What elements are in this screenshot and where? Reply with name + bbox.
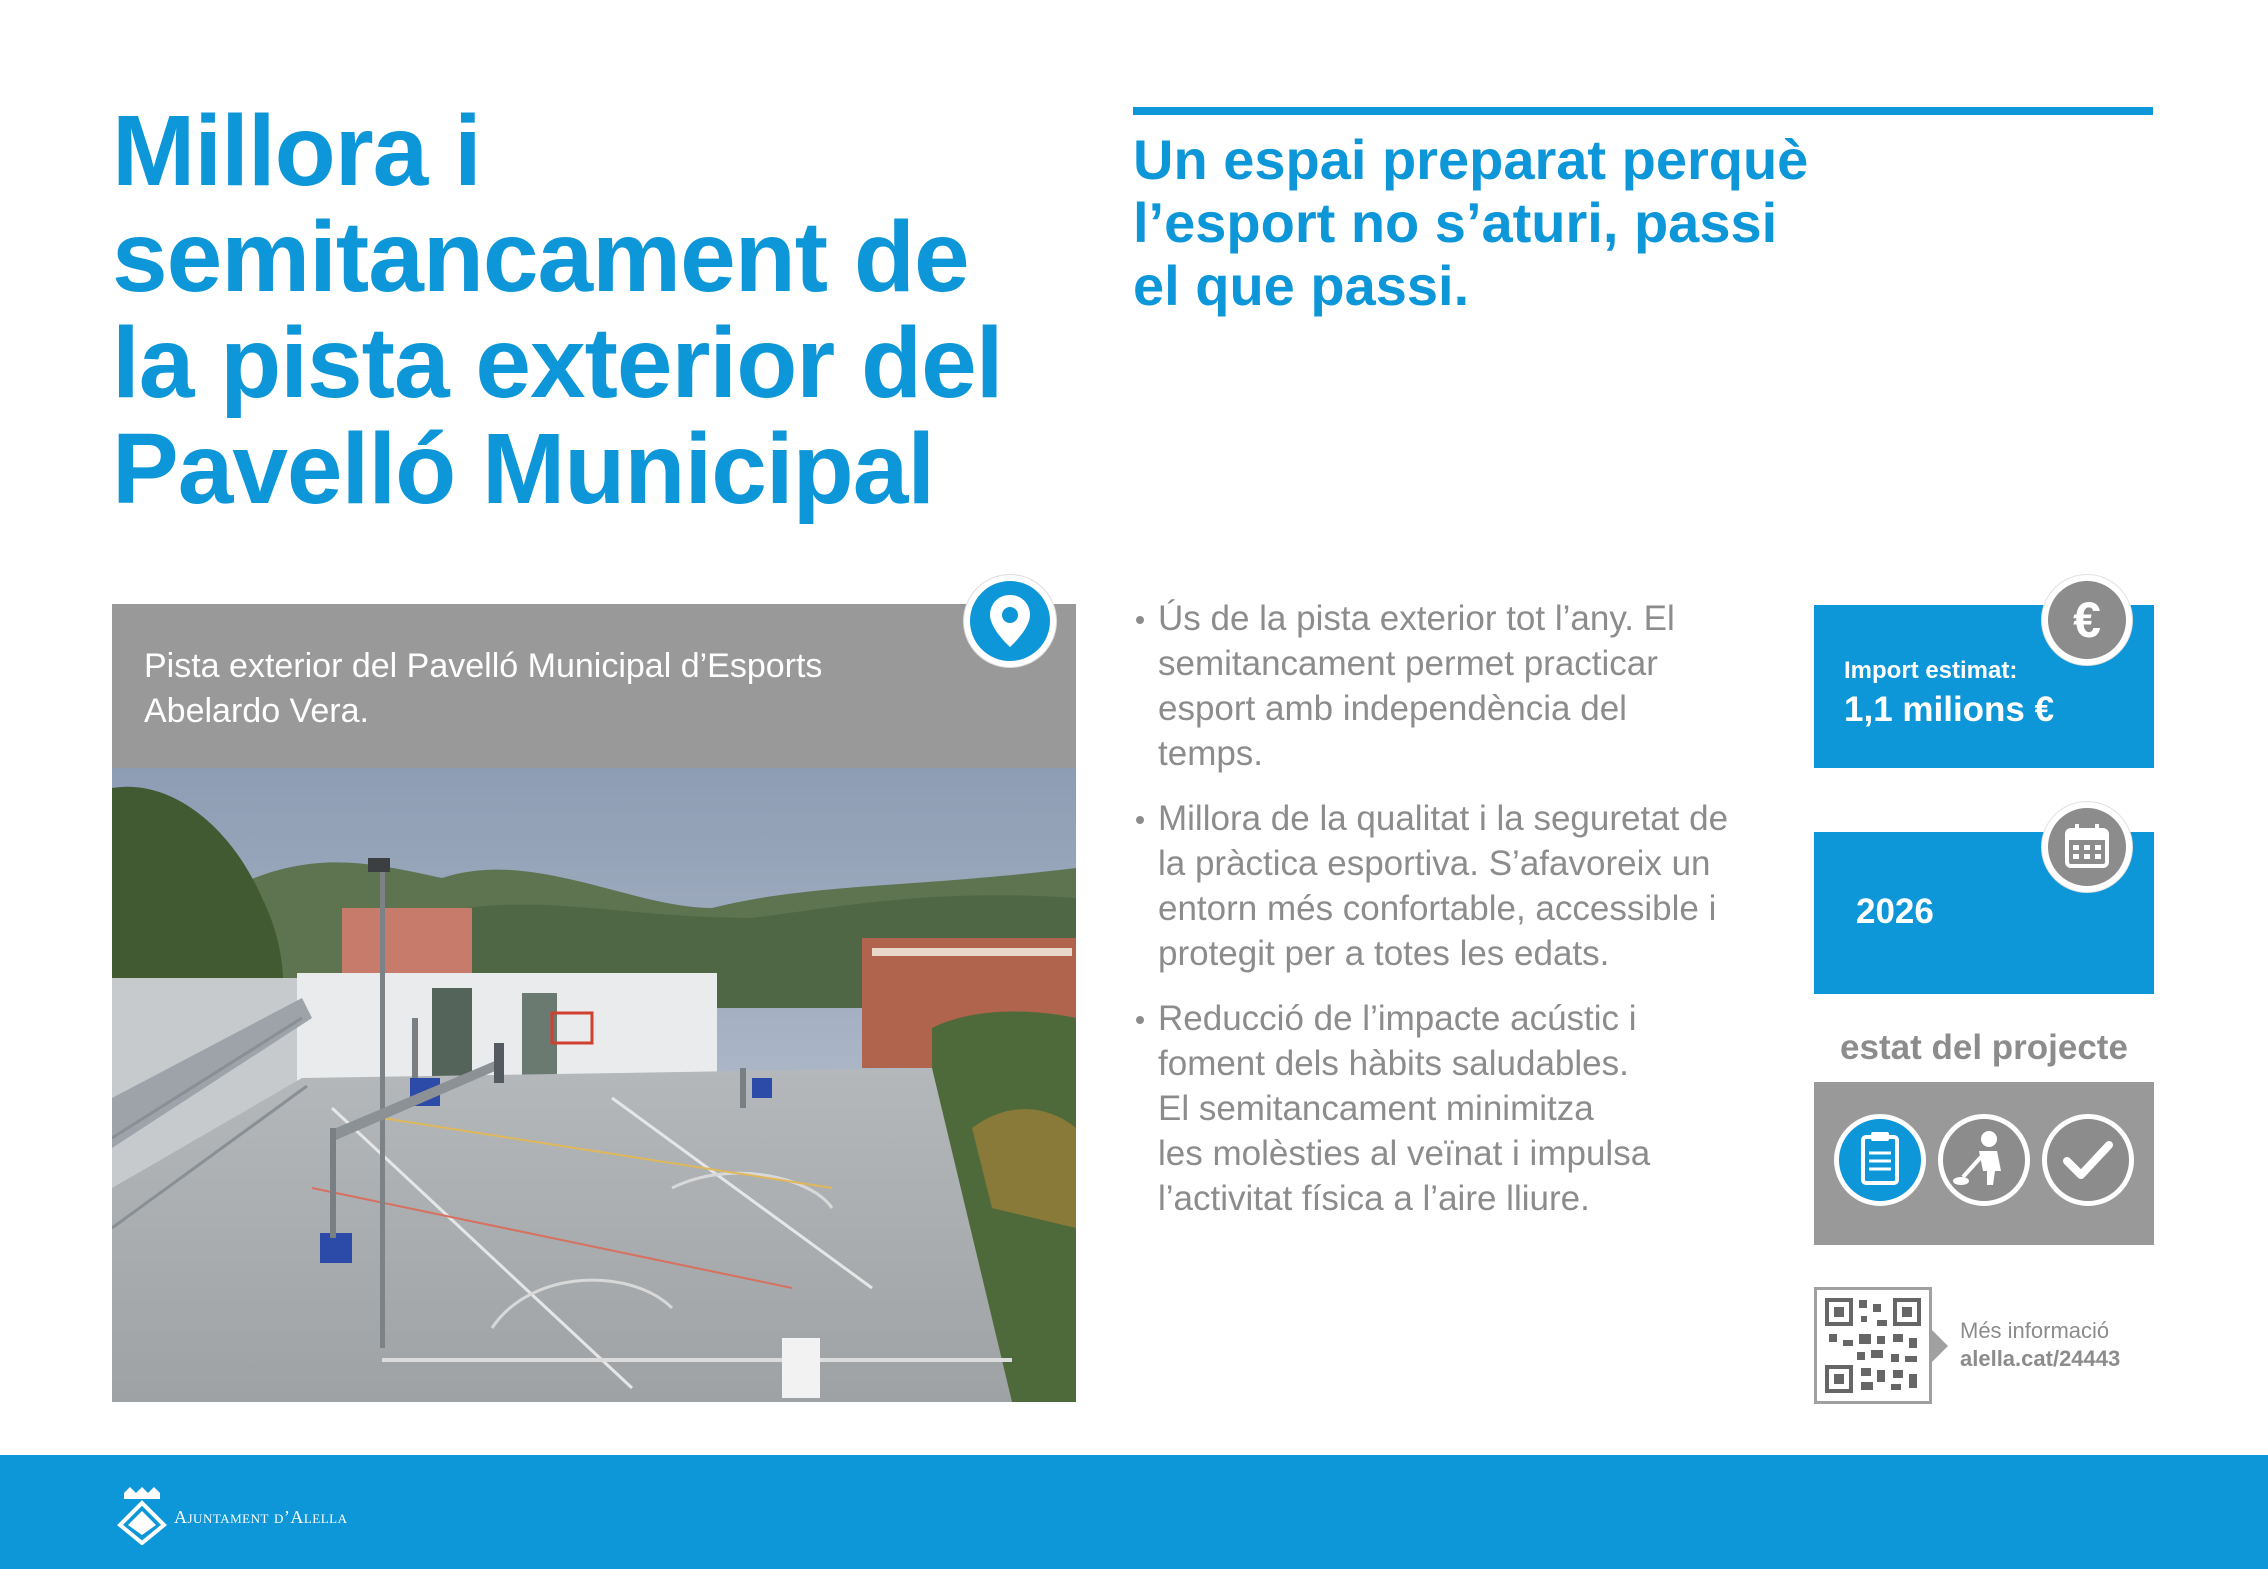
photo-caption-line: Abelardo Vera.: [144, 692, 369, 730]
list-item-line: foment dels hàbits saludables.: [1158, 1044, 1629, 1083]
title-line: la pista exterior del: [112, 307, 1003, 419]
list-item-line: la pràctica esportiva. S’afavoreix un: [1158, 844, 1711, 883]
title-line: Millora i: [112, 95, 481, 207]
status-title: estat del projecte: [1840, 1028, 2128, 1067]
checkmark-icon: [2042, 1114, 2134, 1206]
photo-caption-line: Pista exterior del Pavelló Municipal d’Esports: [144, 647, 823, 685]
list-item: [1130, 996, 1770, 1221]
subtitle: [1133, 128, 2133, 317]
subtitle-line: el que passi.: [1133, 254, 1470, 317]
municipal-crest-icon: [114, 1485, 170, 1545]
list-item-line: Reducció de l’impacte acústic i: [1158, 999, 1637, 1038]
cost-label: Import estimat:: [1844, 657, 2018, 684]
list-item-line: esport amb independència del: [1158, 689, 1627, 728]
organization-name: Ajuntament d’Alella: [174, 1507, 348, 1527]
title-line: semitancament de: [112, 201, 969, 313]
photo-caption: [112, 604, 1076, 768]
more-info-label: Més informació: [1960, 1318, 2110, 1343]
location-pin-icon: [964, 575, 1056, 667]
qr-code-icon[interactable]: [1814, 1287, 1932, 1404]
list-item-line: entorn més confortable, accessible i: [1158, 889, 1717, 928]
status-stages: [1814, 1082, 2154, 1245]
list-item-line: Millora de la qualitat i la seguretat de: [1158, 799, 1729, 838]
list-item-line: temps.: [1158, 734, 1264, 773]
court-photo: [112, 768, 1076, 1402]
clipboard-icon: [1834, 1114, 1926, 1206]
subtitle-line: l’esport no s’aturi, passi: [1133, 191, 1778, 254]
euro-glyph: €: [2073, 592, 2101, 648]
list-item-line: l’activitat física a l’aire lliure.: [1158, 1179, 1590, 1218]
list-item-line: les molèsties al veïnat i impulsa: [1158, 1134, 1651, 1173]
euro-icon: [2042, 575, 2132, 665]
year-value: 2026: [1856, 892, 1934, 931]
subtitle-line: Un espai preparat perquè: [1133, 128, 1809, 191]
construction-worker-icon: [1938, 1114, 2030, 1206]
list-item-line: protegit per a totes les edats.: [1158, 934, 1610, 973]
cost-value: 1,1 milions €: [1844, 690, 2055, 729]
list-item: [1130, 596, 1770, 776]
subtitle-divider: [1133, 107, 2153, 115]
main-title: [112, 95, 1072, 525]
title-line: Pavelló Municipal: [112, 413, 935, 525]
footer: [0, 1455, 2268, 1569]
list-item-line: El semitancament minimitza: [1158, 1089, 1594, 1128]
list-item-line: semitancament permet practicar: [1158, 644, 1658, 683]
benefits-list: [1130, 596, 1770, 1241]
more-info-link[interactable]: alella.cat/24443: [1960, 1346, 2121, 1371]
qr-pointer: [1932, 1330, 1948, 1362]
list-item-line: Ús de la pista exterior tot l’any. El: [1158, 599, 1675, 638]
calendar-icon: [2042, 802, 2132, 892]
list-item: [1130, 796, 1770, 976]
